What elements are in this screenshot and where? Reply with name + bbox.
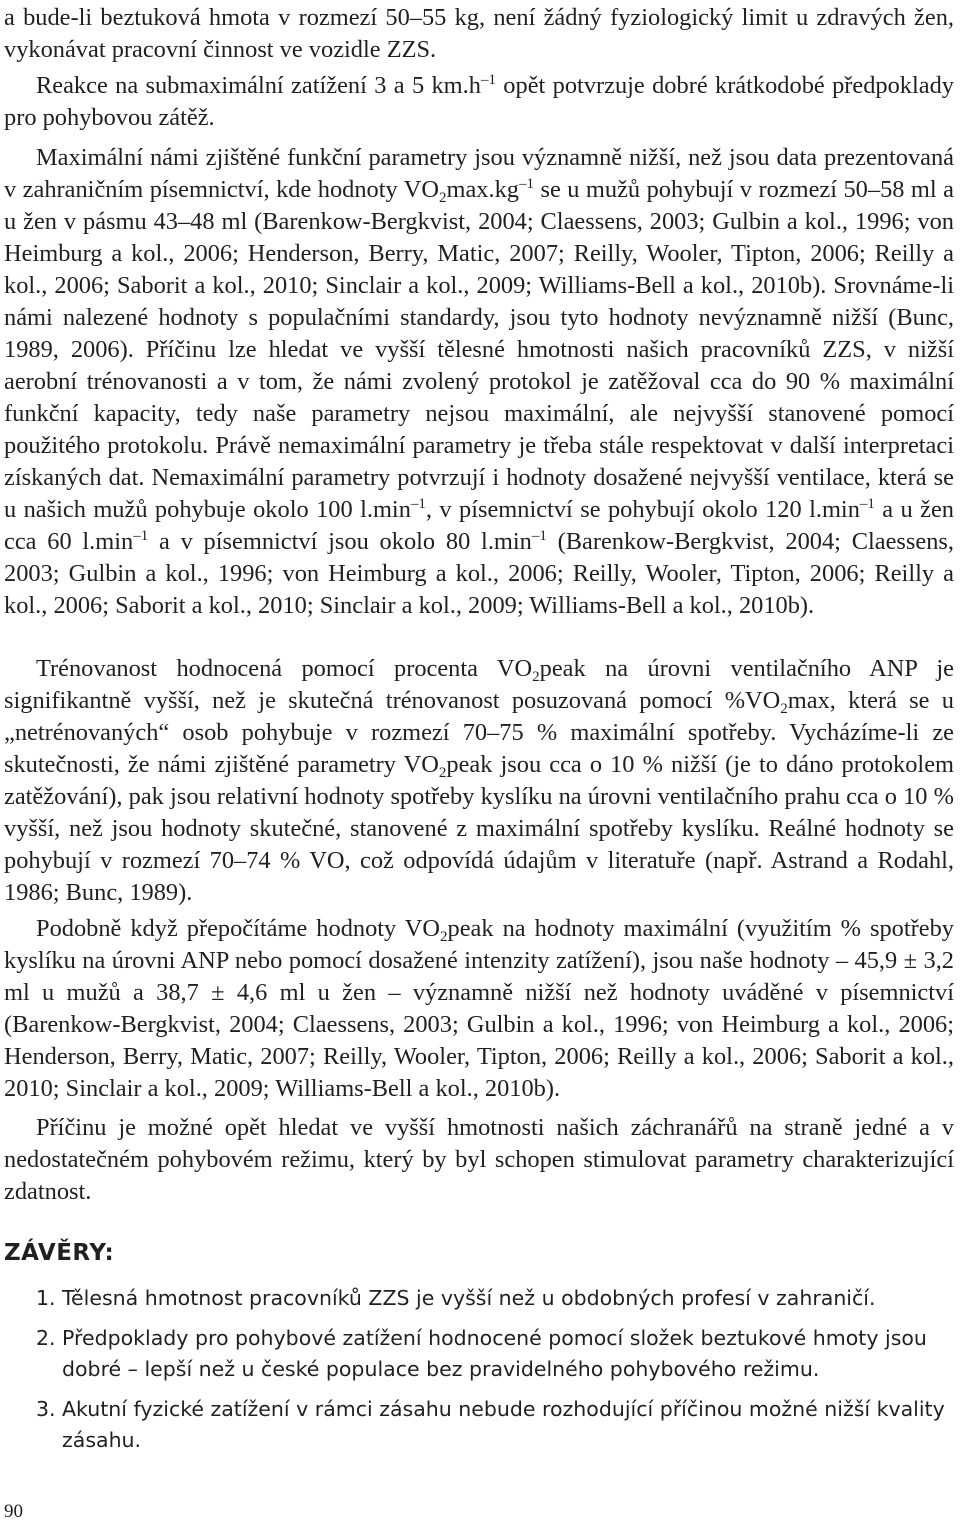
subscript: 2 (780, 701, 788, 717)
superscript: –1 (133, 528, 149, 544)
paragraph-body-limit (4, 2, 954, 66)
paragraph-max-parameters (4, 142, 954, 622)
paragraph-text: Maximální námi zjištěné funkční parametry jsou významně nižší, než jsou data prezentovaná v zahraničním písemnictví, kde hodnoty VO (4, 144, 954, 203)
page-number: 90 (4, 1501, 23, 1522)
paragraph-text: max, která se u „netrénovaných“ osob pohybuje v rozmezí 70–75 % maximální spotřeby. Vycházíme-li ze skutečnosti, že námi zjištěné parametry VO (4, 687, 954, 778)
list-number: 1. (36, 1286, 56, 1310)
list-item (4, 1323, 954, 1385)
paragraph-text: peak na hodnoty maximální (využitím % spotřeby kyslíku na úrovni ANP nebo pomocí dosažené intenzity zatížení), jsou naše hodnoty – 45,9 ± 3,2 ml u mužů a 38,7 ± 4,6 ml u žen – významně nižší než hodnoty uváděné v písemnictví (Barenkow-Bergkvist, 2004; Claessens, 2003; Gulbin a kol., 1996; von Heimburg a kol., 2006; Henderson, Berry, Matic, 2007; Reilly, Wooler, Tipton, 2006; Reilly a kol., 2006; Saborit a kol., 2010; Sinclair a kol., 2009; Williams-Bell a kol., 2010b). (4, 915, 954, 1102)
paragraph-text: Příčinu je možné opět hledat ve vyšší hmotnosti našich záchranářů na straně jedné a v nedostatečném pohybovém režimu, který by byl schopen stimulovat parametry charakterizující zdatnost. (4, 1114, 954, 1205)
superscript: –1 (410, 496, 426, 512)
superscript: –1 (859, 496, 875, 512)
list-item (4, 1394, 954, 1456)
paragraph-text: Reakce na submaximální zatížení 3 a 5 km.h (36, 72, 481, 99)
paragraph-text: se u mužů pohybují v rozmezí 50–58 ml a u žen v pásmu 43–48 ml (Barenkow-Bergkvist, 2004; Claessens, 2003; Gulbin a kol., 1996; von Heimburg a kol., 2006; Henderson, Berry, Matic, 2007; Reilly, Wooler, Tipton, 2006; Reilly a kol., 2006; Saborit a kol., 2010; Sinclair a kol., 2009; Williams-Bell a kol., 2010b). Srovnáme-li námi nalezené hodnoty s populačními standardy, jsou tyto hodnoty nevýznamně nižší (Bunc, 1989, 2006). Příčinu lze hledat ve vyšší tělesné hmotnosti našich pracovníků ZZS, v nižší aerobní trénovanosti a v tom, že námi zvolený protokol je zatěžoval cca do 90 % maximální funkční kapacity, tedy naše parametry nejsou maximální, ale nejvyšší stanovené pomocí použitého protokolu. Právě nemaximální parametry je třeba stále respektovat v další interpretaci získaných dat. Nemaximální parametry potvrzují i hodnoty dosažené nejvyšší ventilace, která se u našich mužů pohybuje okolo 100 l.min (4, 176, 954, 523)
list-number: 3. (36, 1397, 56, 1421)
list-item-text: Akutní fyzické zatížení v rámci zásahu nebude rozhodující příčinou možné nižší kvality zásahu. (62, 1397, 945, 1452)
paragraph-text: opět potvrzuje dobré krátkodobé předpoklady pro pohybovou zátěž. (4, 72, 954, 131)
paragraph-text: (Barenkow-Bergkvist, 2004; Claessens, 2003; Gulbin a kol., 1996; von Heimburg a kol., 2006; Reilly, Wooler, Tipton, 2006; Reilly a kol., 2006; Saborit a kol., 2010; Sinclair a kol., 2009; Williams-Bell a kol., 2010b). (4, 528, 954, 619)
paragraph-recalculation (4, 913, 954, 1105)
superscript: –1 (518, 176, 534, 192)
paragraph-text: , v písemnictví se pohybují okolo 120 l.min (425, 496, 860, 523)
subscript: 2 (532, 669, 540, 685)
list-number: 2. (36, 1326, 56, 1350)
paragraph-text: a bude-li beztuková hmota v rozmezí 50–55 kg, není žádný fyziologický limit u zdravých žen, vykonávat pracovní činnost ve vozidle ZZS. (4, 4, 954, 63)
list-item (4, 1283, 954, 1314)
subscript: 2 (438, 190, 447, 206)
subscript: 2 (438, 765, 447, 781)
superscript: –1 (480, 72, 496, 88)
conclusions-heading: ZÁVĚRY: (4, 1240, 115, 1266)
paragraph-cause (4, 1112, 954, 1208)
paragraph-submax-load (4, 70, 954, 134)
list-item-text: Tělesná hmotnost pracovníků ZZS je vyšší než u obdobných profesí v zahraničí. (62, 1286, 876, 1310)
list-item-text: Předpoklady pro pohybové zatížení hodnocené pomocí složek beztukové hmoty jsou dobré – lepší než u české populace bez pravidelného pohybového režimu. (62, 1326, 927, 1381)
paragraph-text: Trénovanost hodnocená pomocí procenta VO (36, 655, 533, 682)
subscript: 2 (440, 929, 448, 945)
paragraph-text: Podobně když přepočítáme hodnoty VO (36, 915, 441, 942)
paragraph-text: max.kg (446, 176, 519, 203)
paragraph-text: peak jsou cca o 10 % nižší (je to dáno protokolem zatěžování), pak jsou relativní hodnoty spotřeby kyslíku na úrovni ventilačního prahu cca o 10 % vyšší, než jsou hodnoty skutečné, stanovené z maximální spotřeby kyslíku. Reálné hodnoty se pohybují v rozmezí 70–74 % VO, což odpovídá údajům v literatuře (např. Astrand a Rodahl, 1986; Bunc, 1989). (4, 751, 954, 906)
paragraph-text: peak na úrovni ventilačního ANP je signifikantně vyšší, než je skutečná trénovanost posuzovaná pomocí %VO (4, 655, 954, 714)
paragraph-training-level (4, 653, 954, 909)
superscript: –1 (531, 528, 547, 544)
conclusions-list (4, 1283, 954, 1465)
paragraph-text: a v písemnictví jsou okolo 80 l.min (148, 528, 532, 555)
paragraph-text: a u žen cca 60 l.min (4, 496, 954, 555)
